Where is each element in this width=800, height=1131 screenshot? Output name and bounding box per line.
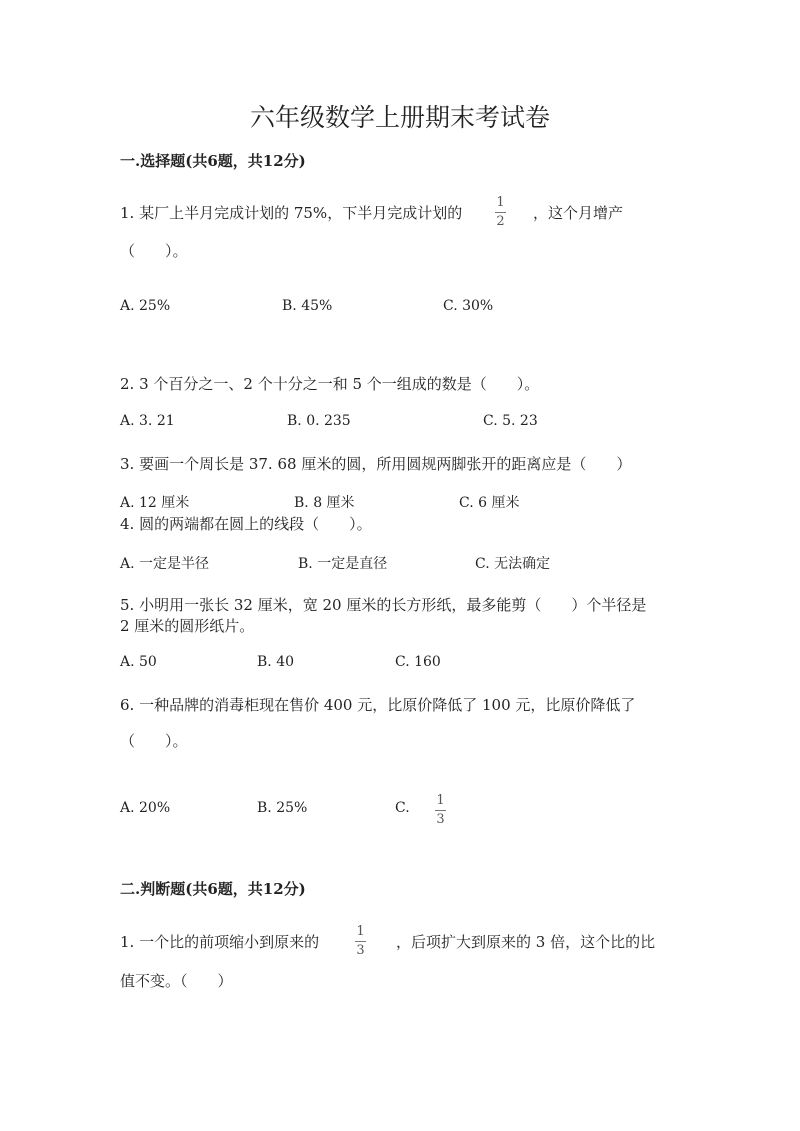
section-heading-judgement: 二.判断题(共6题，共12分) [120,880,306,898]
question-2-text: 2. 3 个百分之一、2 个十分之一和 5 个一组成的数是（ ）。 [120,375,540,393]
question-4-option-c: C. 无法确定 [475,556,551,572]
fraction-bar [495,212,506,213]
question-3-option-c: C. 6 厘米 [459,495,520,511]
question-5-text-line1: 5. 小明用一张长 32 厘米，宽 20 厘米的长方形纸，最多能剪（ ）个半径是 [120,596,647,614]
question-1-text-after: ，这个月增产 [533,204,624,222]
fraction-numerator: 1 [356,924,365,939]
question-2-option-b: B. 0. 235 [287,413,351,429]
fraction-bar [355,941,366,942]
question-3-text: 3. 要画一个周长是 37. 68 厘米的圆，所用圆规两脚张开的距离应是（ ） [120,455,632,473]
fraction-denominator: 3 [356,943,365,958]
question-6-option-c-fraction [435,794,446,827]
judgement-1-text: 1. 一个比的前项缩小到原来的 [120,933,320,951]
question-6-option-b: B. 25% [257,800,308,816]
question-5-text-line2: 2 厘米的圆形纸片。 [120,617,255,635]
question-2-option-c: C. 5. 23 [483,413,538,429]
section-heading-choice: 一.选择题(共6题，共12分) [120,152,306,170]
question-6-option-c: C. [395,800,410,816]
fraction-bar [435,810,446,811]
question-1-blank: （ ）。 [120,242,188,260]
fraction-numerator: 1 [496,195,505,210]
question-5-option-c: C. 160 [395,654,441,670]
question-4-option-a: A. 一定是半径 [120,556,210,572]
question-1-fraction [495,196,506,229]
fraction-numerator: 1 [436,793,445,808]
judgement-1-fraction [355,925,366,958]
question-1-text: 1. 某厂上半月完成计划的 75%，下半月完成计划的 [120,204,463,222]
question-4-text: 4. 圆的两端都在圆上的线段（ ）。 [120,515,372,533]
question-4-option-b: B. 一定是直径 [298,556,388,572]
question-3-option-b: B. 8 厘米 [294,495,355,511]
question-1-option-c: C. 30% [443,298,494,314]
page-title: 六年级数学上册期末考试卷 [249,103,550,132]
judgement-1-text-after: ，后项扩大到原来的 3 倍，这个比的比 [396,933,656,951]
question-2-option-a: A. 3. 21 [120,413,175,429]
question-6-blank: （ ）。 [120,732,188,750]
fraction-denominator: 3 [436,812,445,827]
fraction-denominator: 2 [496,214,505,229]
question-5-option-b: B. 40 [257,654,295,670]
question-6-option-a: A. 20% [120,800,171,816]
question-6-text: 6. 一种品牌的消毒柜现在售价 400 元，比原价降低了 100 元，比原价降低了 [120,696,636,714]
question-1-option-b: B. 45% [282,298,333,314]
question-3-option-a: A. 12 厘米 [120,495,190,511]
question-1-option-a: A. 25% [120,298,171,314]
judgement-1-text-line2: 值不变。（ ） [120,972,233,990]
question-5-option-a: A. 50 [120,654,157,670]
